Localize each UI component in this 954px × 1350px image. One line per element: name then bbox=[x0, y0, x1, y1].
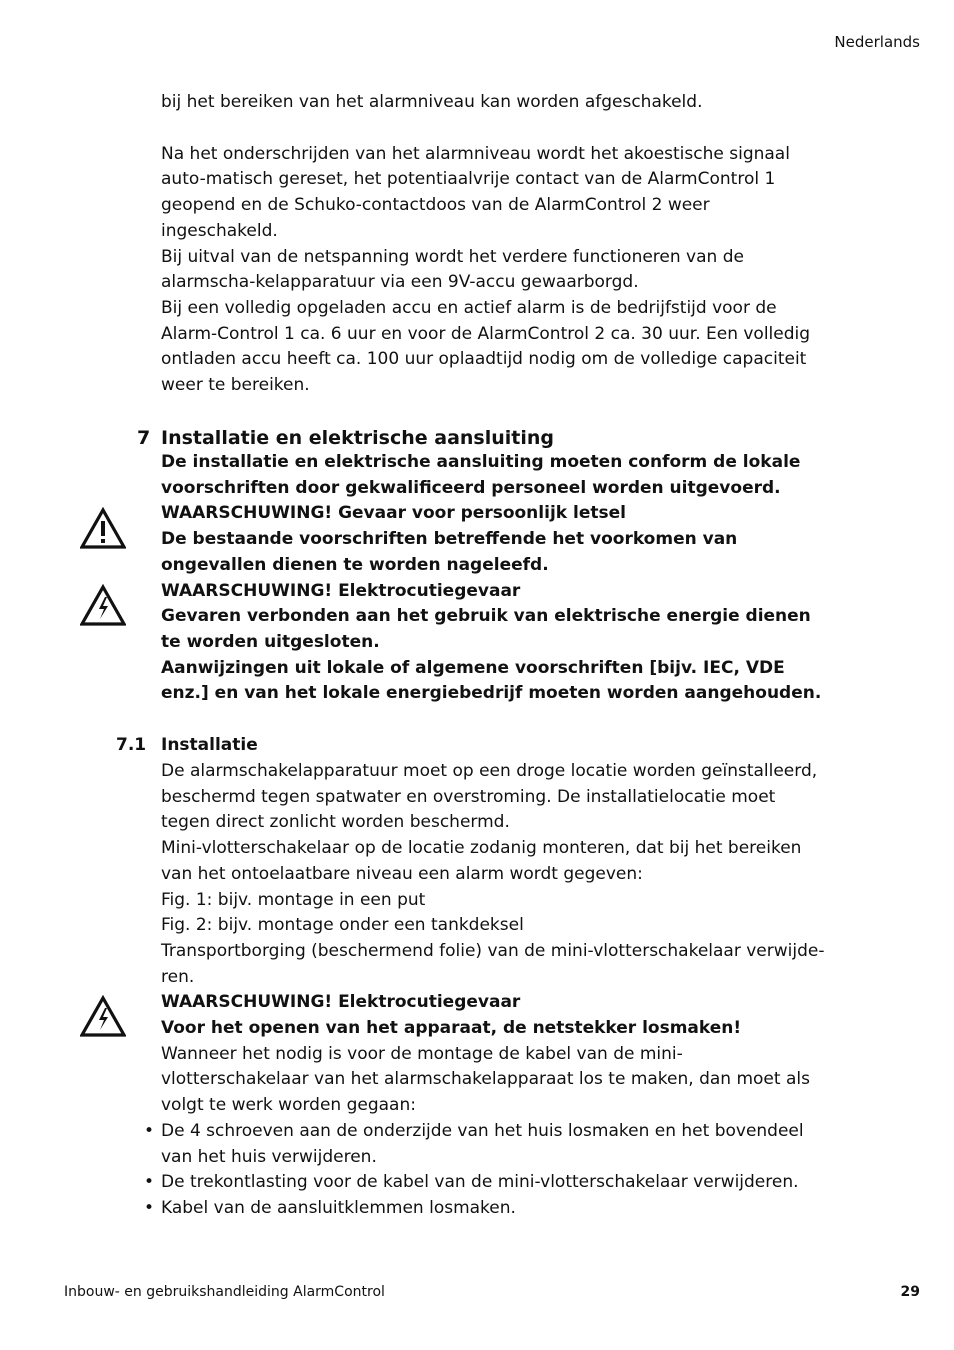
intro-block bbox=[161, 90, 829, 399]
section-7-title: Installatie en elektrische aansluiting bbox=[161, 427, 555, 449]
installation-paragraph-1: De alarmschakelapparatuur moet op een droge locatie worden geïnstalleerd, beschermd tegen spatwater en overstroming. De installatielocatie moet tegen direct zonlicht worden beschermd. bbox=[161, 761, 818, 833]
electric-hazard-icon bbox=[80, 584, 126, 626]
installation-paragraph-2: Mini-vlotterschakelaar op de locatie zodanig monteren, dat bij het bereiken van het ontoelaatbare niveau een alarm wordt gegeven: bbox=[161, 838, 802, 884]
warning-3-text: Voor het openen van het apparaat, de netstekker losmaken! bbox=[161, 1018, 742, 1039]
figure-2-caption: Fig. 2: bijv. montage onder een tankdeksel bbox=[161, 915, 524, 936]
bullet-glyph: • bbox=[144, 1172, 155, 1193]
warning-triangle-icon bbox=[80, 507, 126, 549]
warning-2-text-2: Aanwijzingen uit lokale of algemene voorschriften [bijv. IEC, VDE enz.] en van het lokale energiebedrijf moeten worden aangehouden. bbox=[161, 657, 822, 704]
intro-paragraph-3: Bij uitval van de netspanning wordt het verdere functioneren van de alarmscha-kelapparatuur via een 9V-accu gewaarborgd. bbox=[161, 246, 744, 293]
installation-paragraph-4: Wanneer het nodig is voor de montage de kabel van de mini-vlotterschakelaar van het alarmschakelapparaat los te maken, dan moet als volgt te werk worden gegaan: bbox=[161, 1043, 810, 1116]
section-7-block bbox=[161, 450, 829, 707]
page-number: 29 bbox=[900, 1284, 920, 1300]
section-7-1-title: Installatie bbox=[161, 735, 258, 755]
figure-1-caption: Fig. 1: bijv. montage in een put bbox=[161, 889, 426, 910]
warning-1-title: WAARSCHUWING! Gevaar voor persoonlijk letsel bbox=[161, 503, 626, 524]
section-7-1-block bbox=[144, 759, 829, 1222]
header-language: Nederlands bbox=[834, 33, 920, 51]
list-item: • De 4 schroeven aan de onderzijde van het huis losmaken en het bovendeel van het huis verwijderen. bbox=[144, 1120, 804, 1167]
warning-2-title: WAARSCHUWING! Elektrocutiegevaar bbox=[161, 580, 521, 601]
warning-1-text: De bestaande voorschriften betreffende het voorkomen van ongevallen dienen te worden nageleefd. bbox=[161, 529, 738, 575]
warning-3-title: WAARSCHUWING! Elektrocutiegevaar bbox=[161, 992, 521, 1013]
intro-paragraph-2: Na het onderschrijden van het alarmniveau wordt het akoestische signaal auto-matisch gereset, het potentiaalvrije contact van de AlarmControl 1 geopend en de Schuko-contactdoos van de AlarmControl 2 weer ingeschakeld. bbox=[161, 143, 790, 241]
warning-2-text-1: Gevaren verbonden aan het gebruik van elektrische energie dienen te worden uitgesloten. bbox=[161, 606, 811, 652]
list-item: • Kabel van de aansluitklemmen losmaken. bbox=[161, 1196, 829, 1222]
intro-paragraph-1: bij het bereiken van het alarmniveau kan worden afgeschakeld. bbox=[161, 92, 703, 112]
list-item: • De trekontlasting voor de kabel van de mini-vlotterschakelaar verwijderen. bbox=[161, 1170, 829, 1196]
installation-paragraph-3: Transportborging (beschermend folie) van de mini-vlotterschakelaar verwijde-ren. bbox=[161, 940, 825, 987]
intro-paragraph-4: Bij een volledig opgeladen accu en actief alarm is de bedrijfstijd voor de Alarm-Control 1 ca. 6 uur en voor de AlarmControl 2 ca. 30 uur. Een volledig ontladen accu heeft ca. 100 uur oplaadtijd nodig om de volledige capaciteit weer te bereiken. bbox=[161, 297, 811, 396]
electric-hazard-icon bbox=[80, 995, 126, 1037]
bullet-glyph: • bbox=[144, 1197, 155, 1218]
section-7-1-number: 7.1 bbox=[116, 735, 147, 755]
bullet-glyph: • bbox=[144, 1120, 155, 1141]
section-7-intro: De installatie en elektrische aansluiting moeten conform de lokale voorschriften door gekwalificeerd personeel worden uitgevoerd. bbox=[161, 452, 801, 498]
footer-manual-title: Inbouw- en gebruikshandleiding AlarmControl bbox=[64, 1284, 385, 1300]
section-7-number: 7 bbox=[137, 427, 151, 449]
steps-list bbox=[144, 1119, 829, 1222]
